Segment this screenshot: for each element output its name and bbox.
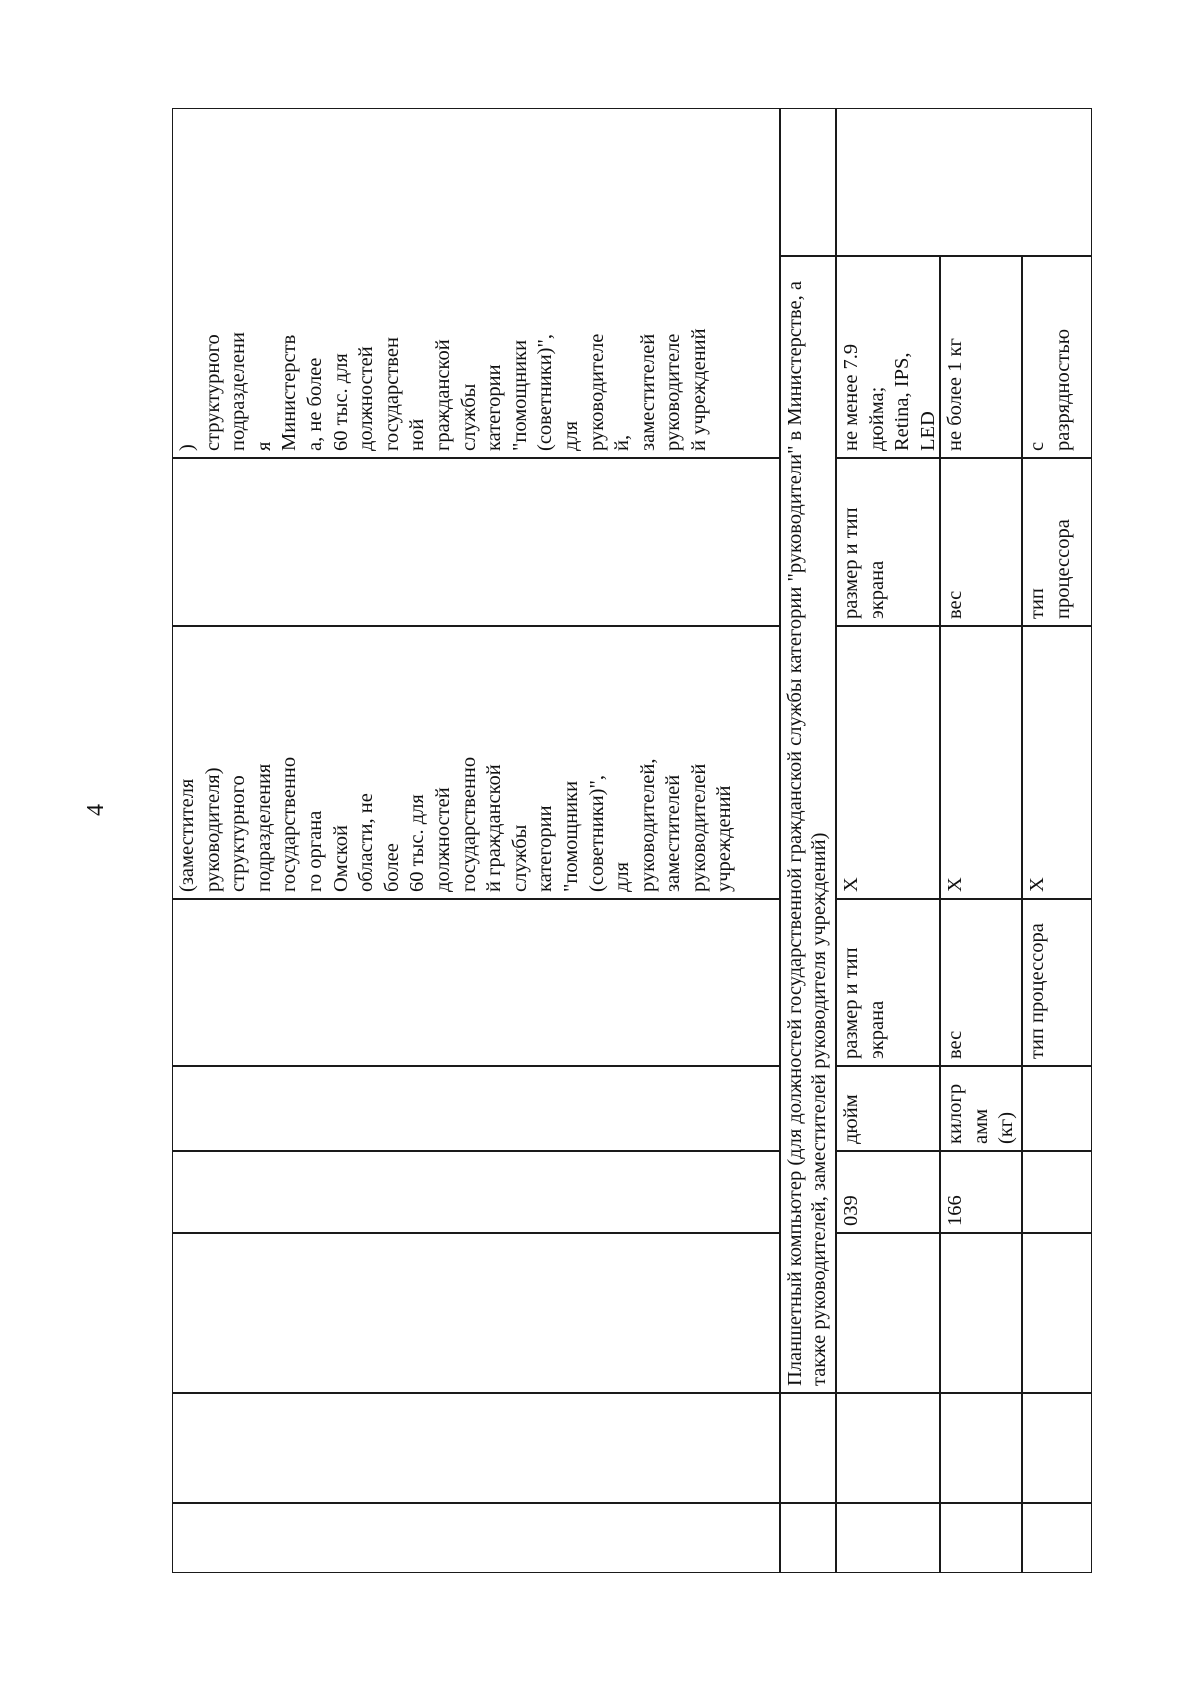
- row-weight-characteristic2: вес: [940, 458, 1022, 626]
- row-screen-code: 039: [836, 1151, 940, 1233]
- row-cpu-index: [1022, 1503, 1092, 1573]
- section-col2-cell: [780, 1393, 836, 1503]
- row-cpu-characteristic: тип процессора: [1022, 899, 1092, 1066]
- row-cpu-unit: [1022, 1066, 1092, 1151]
- row-weight-value: X: [940, 626, 1022, 899]
- row-weight-value2: не более 1 кг: [940, 256, 1022, 458]
- row-weight-unit: килогр амм (кг): [940, 1066, 1022, 1151]
- row-screen-name: [836, 1233, 940, 1393]
- cell-value-continuation: (заместителя руководителя) структурного подразделения государственно го органа Омской области, не более 60 тыс. для должностей государственно й гражданской службы категории "помощники (советники)", для руководителей, заместителей руководителей учреждений: [172, 626, 780, 899]
- cell-code-blank: [172, 1151, 780, 1233]
- cell-characteristic2-blank: [172, 458, 780, 626]
- row-cpu-col2: [1022, 1393, 1092, 1503]
- row-weight-col2: [940, 1393, 1022, 1503]
- cell-characteristic-blank: [172, 899, 780, 1066]
- row-group-tail: [836, 108, 1092, 256]
- row-weight-code: 166: [940, 1151, 1022, 1233]
- row-screen-index: [836, 1503, 940, 1573]
- row-screen-col2: [836, 1393, 940, 1503]
- row-cpu-characteristic2: тип процессора: [1022, 458, 1092, 626]
- row-weight-name: [940, 1233, 1022, 1393]
- row-weight-index: [940, 1503, 1022, 1573]
- row-cpu-code: [1022, 1151, 1092, 1233]
- row-weight-characteristic: вес: [940, 899, 1022, 1066]
- cell-value2-continuation: ) структурного подразделени я Министерств а, не более 60 тыс. для должностей государствен ной гражданской службы категории "помощники (советники)", для руководителе й, заместителей руководителе й учреждений: [172, 108, 780, 458]
- row-cpu-value: X: [1022, 626, 1092, 899]
- cell-unit-blank: [172, 1066, 780, 1151]
- row-cpu-name: [1022, 1233, 1092, 1393]
- row-cpu-value2: с разрядностью: [1022, 256, 1092, 458]
- cell-col2-blank: [172, 1393, 780, 1503]
- cell-name-blank: [172, 1233, 780, 1393]
- row-screen-value: X: [836, 626, 940, 899]
- section-tail-cell: [780, 108, 836, 256]
- row-screen-value2: не менее 7.9 дюйма; Retina, IPS, LED: [836, 256, 940, 458]
- row-screen-characteristic2: размер и тип экрана: [836, 458, 940, 626]
- page-number: 4: [83, 804, 109, 816]
- section-title: Планшетный компьютер (для должностей государственной гражданской службы категории "руководители" в Министерстве, а также руководителей, заместителей руководителя учреждений): [780, 256, 836, 1393]
- row-screen-unit: дюйм: [836, 1066, 940, 1151]
- rotated-table: [172, 108, 1092, 1573]
- section-index-cell: [780, 1503, 836, 1573]
- row-screen-characteristic: размер и тип экрана: [836, 899, 940, 1066]
- cell-index-blank: [172, 1503, 780, 1573]
